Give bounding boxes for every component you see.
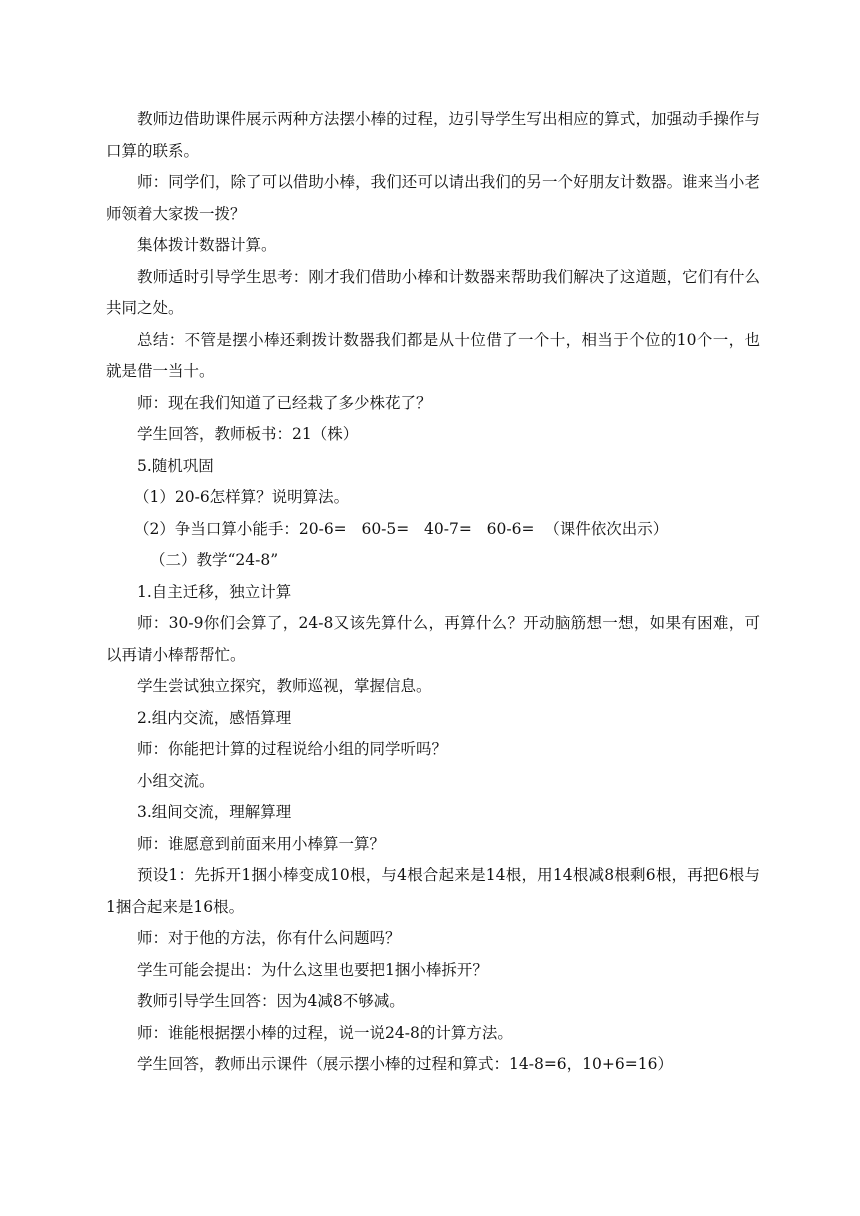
paragraph-1: 教师边借助课件展示两种方法摆小棒的过程，边引导学生写出相应的算式，加强动手操作与口算的联系。 <box>106 110 760 160</box>
section-heading-5: 5.随机巩固 <box>137 456 214 475</box>
paragraph-2: 师：同学们，除了可以借助小棒，我们还可以请出我们的另一个好朋友计数器。谁来当小老师领着大家拨一拨？ <box>106 173 760 223</box>
paragraph-24: 师：谁能根据摆小棒的过程，说一说24-8的计算方法。 <box>137 1023 513 1042</box>
paragraph-13: 师：30-9你们会算了，24-8又该先算什么，再算什么？开动脑筋想一想，如果有困难，可以再请小棒帮帮忙。 <box>106 614 760 664</box>
paragraph-9: （1）20-6怎样算？说明算法。 <box>134 488 350 506</box>
paragraph-14: 学生尝试独立探究，教师巡视，掌握信息。 <box>137 677 432 695</box>
paragraph-4: 教师适时引导学生思考：刚才我们借助小棒和计数器来帮助我们解决了这道题，它们有什么共同之处。 <box>106 267 760 317</box>
paragraph-7: 学生回答，教师板书：21（株） <box>137 425 359 443</box>
paragraph-10: （2）争当口算小能手：20-6= 60-5= 40-7= 60-6= （课件依次出示） <box>134 519 669 538</box>
paragraph-5: 总结：不管是摆小棒还剩拨计数器我们都是从十位借了一个十，相当于个位的10个一，也就是借一当十。 <box>106 330 760 380</box>
paragraph-3: 集体拨计数器计算。 <box>137 236 277 254</box>
paragraph-16: 师：你能把计算的过程说给小组的同学听吗？ <box>137 740 448 758</box>
paragraph-25: 学生回答，教师出示课件（展示摆小棒的过程和算式：14-8=6，10+6=16） <box>137 1055 673 1073</box>
paragraph-22: 学生可能会提出：为什么这里也要把1捆小棒拆开？ <box>137 960 488 979</box>
subheading-1: 1.自主迁移，独立计算 <box>137 582 292 601</box>
paragraph-6: 师：现在我们知道了已经栽了多少株花了？ <box>137 393 432 412</box>
document-body <box>106 104 760 1081</box>
subheading-2: 2.组内交流，感悟算理 <box>137 708 292 727</box>
paragraph-21: 师：对于他的方法，你有什么问题吗？ <box>137 929 401 947</box>
paragraph-17: 小组交流。 <box>137 771 215 790</box>
paragraph-20: 预设1：先拆开1捆小棒变成10根，与4根合起来是14根，用14根减8根剩6根，再把6根与1捆合起来是16根。 <box>106 866 760 916</box>
section-heading-2: （二）教学“24-8” <box>150 551 279 569</box>
paragraph-19: 师：谁愿意到前面来用小棒算一算？ <box>137 834 386 853</box>
paragraph-23: 教师引导学生回答：因为4减8不够减。 <box>137 992 405 1010</box>
subheading-3: 3.组间交流，理解算理 <box>137 803 292 821</box>
